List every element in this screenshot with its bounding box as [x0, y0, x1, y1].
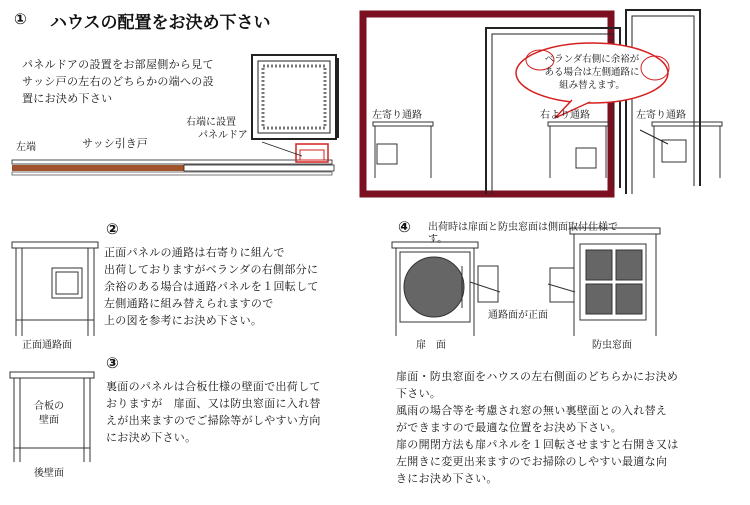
room-right-path-label: 右より通路 [540, 110, 590, 121]
plywood-wall-label-line: 合板の [34, 401, 64, 412]
callout-line: ある場合は左側通路に [544, 67, 640, 78]
room-diagrams [363, 10, 722, 194]
section2-desc-line: 出荷しておりますがベランダの右側部分に [104, 263, 319, 276]
section2-number: ② [106, 220, 119, 238]
section1-number: ① [14, 10, 27, 28]
label-sash-door: サッシ引き戸 [82, 137, 148, 150]
section4-note-line: 出荷時は扉面と防虫窓面は側面取付仕様で [428, 222, 618, 233]
section3-desc-line: えが出来ますのでご掃除等がしやすい方向 [106, 414, 321, 427]
front-house-2 [12, 242, 98, 336]
section2-desc-line: 余裕のある場合は通路パネルを１回転して [104, 280, 319, 293]
section4-desc-line: 左開きに変更出来ますのでお掃除のしやすい最適な向 [396, 455, 668, 468]
section4-desc-line: 下さい。 [396, 387, 442, 400]
door-face-house [392, 242, 498, 336]
section3-number: ③ [106, 354, 119, 372]
section1-desc [22, 56, 214, 107]
label-right-install [186, 116, 248, 142]
section2-desc [104, 244, 319, 329]
section4-desc-line: 扉面・防虫窓面をハウスの左右側面のどちらかにお決め [396, 370, 679, 383]
section4-desc [396, 368, 679, 487]
section3-desc-line: にお決め下さい。 [106, 431, 197, 444]
plywood-wall-label [34, 400, 64, 428]
section2-desc-line: 上の図を参考にお決め下さい。 [104, 314, 263, 327]
section2-desc-line: 正面パネルの通路は右寄りに組んで [104, 246, 285, 259]
section3-desc-line: おりますが 扉面、又は防虫窓面に入れ替 [106, 397, 321, 410]
callout-line: ベランダ右側に余裕が [544, 54, 640, 65]
section1-desc-line: サッシ戸の左右のどちらかの端への設 [22, 75, 214, 88]
label-right-install-line: パネルドア [198, 130, 248, 141]
floor-strip [12, 142, 334, 175]
section3-desc [106, 378, 321, 446]
section1-title: ハウスの配置をお決め下さい [50, 13, 271, 33]
room-left-path-label: 左寄り通路 [372, 110, 422, 121]
section3-desc-line: 裏面のパネルは合板仕様の壁面で出荷して [106, 380, 321, 393]
section4-number: ④ [398, 218, 411, 236]
section4-desc-line: きにお決め下さい。 [396, 472, 498, 485]
label-path-front: 通路面が正面 [488, 310, 548, 321]
label-left-end: 左端 [16, 142, 36, 153]
plywood-wall-label-line: 壁面 [39, 415, 59, 426]
section4-desc-line: ができますので最適な位置をお決め下さい。 [396, 421, 622, 434]
section1-desc-line: 置にお決め下さい [22, 92, 113, 105]
house-top-view [252, 55, 338, 139]
section2-desc-line: 左側通路に組み替えられますので [104, 297, 274, 310]
caption-window-face: 防虫窓面 [592, 340, 632, 351]
label-right-install-line: 右端に設置 [186, 117, 236, 128]
section3-caption: 後壁面 [34, 468, 64, 479]
section4-note [428, 222, 618, 246]
section4-desc-line: 扉の開閉方法も扉パネルを１回転させますと右開き又は [396, 438, 679, 451]
section1-desc-line: パネルドアの設置をお部屋側から見て [22, 58, 214, 71]
section4-note-line: す。 [428, 234, 448, 245]
section2-caption: 正面通路面 [22, 340, 72, 351]
caption-door-face: 扉 面 [416, 340, 446, 351]
callout-text [532, 53, 652, 92]
room-left-path-label-2: 左寄り通路 [636, 110, 686, 121]
section4-desc-line: 風雨の場合等を考慮され窓の無い裏壁面との入れ替え [396, 404, 668, 417]
callout-line: 組み替えます。 [559, 80, 625, 91]
